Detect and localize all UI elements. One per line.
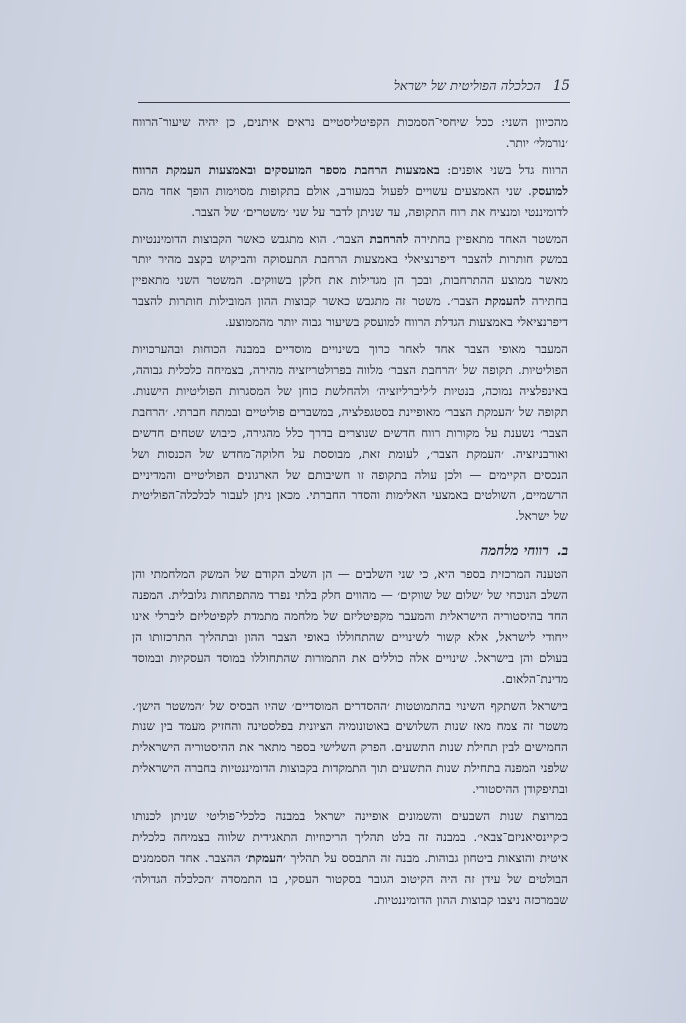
paragraph	[132, 696, 568, 801]
paragraph	[132, 564, 568, 689]
paragraph-text: מהכיוון השני: ככל שיחסי־הסמכות הקפיטליסטיים נראים איתנים, כן יהיה שיעור־הרווח ׳נורמלי׳ יותר.	[132, 115, 568, 150]
body-text	[132, 112, 568, 917]
paragraph	[132, 806, 568, 911]
section-heading	[132, 541, 568, 562]
paragraph-text: ההצבר. אחד הסממנים הבולטים של עידן זה היה הקיטוב הגובר בסקטור העסקי, בו התמסדה ׳הכלכלה הגדולה׳ שבמרכזה ניצבו קבוצות ההון הדומיננטיות.	[132, 850, 568, 907]
running-title: הכלכלה הפוליטית של ישראל	[393, 79, 541, 94]
paragraph	[132, 229, 568, 334]
paragraph-text: המעבר מאופי הצבר אחד לאחר כרוך בשינויים מוסדיים במבנה הכוחות ובהערכויות הפוליטיות. תקופה של ׳הרחבת הצבר׳ מלווה בפרולטריזציה מהירה, בצמיחה כלכלית גבוהה, באינפלציה נמוכה, בנטיות ל׳ליברליזציה׳ ולהחלשת כוחן של המסגרות הפוליטיות הישנות. תקופה של ׳העמקת הצבר׳ מאופיינת בסטגפלציה, במשברים פוליטיים ובמתח חברתי. ׳הרחבת הצבר׳ נשענת על מקורות רווח חדשים שנוצרים בדרך כלל מהגירה, כיבוש שטחים חדשים ואורבניזציה. ׳העמקת הצבר׳, לעומת זאת, מבוססת על חלוקה־מחדש של הכנסות ושל הנכסים הקיימים — ולכן עולה בתקופה זו חשיבותם של הארגונים הפוליטיים והמדיניים הרשמיים, השולטים באמצעי האלימות והסדר החברתי. מכאן ניתן לעבור לכלכלה־הפוליטית של ישראל.	[132, 342, 568, 524]
header-rule	[138, 102, 570, 103]
paragraph-text: . שני האמצעים עשויים לפעול במעורב, אולם בתקופות מסוימות הופך אחד מהם לדומיננטי ומנציח את רוח התקופה, עד שניתן לדבר על שני ׳משטרים׳ של הצבר.	[132, 183, 568, 219]
paragraph-text: הרווח גדל בשני אופנים:	[439, 162, 568, 177]
paragraph	[132, 160, 568, 223]
bold-phrase: להרחבת	[369, 231, 409, 246]
paragraph-text: המשטר האחד מתאפיין בחתירה	[408, 231, 568, 246]
paragraph-text: במרוצת שנות השבעים והשמונים אופיינה ישראל במבנה כלכלי־פוליטי שניתן לכנותו כ׳קיינסיאניזם־צבאי׳. במבנה זה בלט תהליך הריכוזיות התאגידית שלווה בצמיחה כלכלית איטית והוצאות ביטחון גבוהות. מבנה זה התבסס על תהליך	[132, 809, 568, 865]
bold-phrase: באמצעות הרחבת מספר המועסקים ובאמצעות העמקת הרווח למועסק	[132, 162, 568, 198]
paragraph-text: בישראל השתקף השינוי בהתמוטטות ׳ההסדרים המוסדיים׳ שהיו הבסיס של ׳המשטר הישן׳. משטר זה צמח מאז שנות השלושים באוטונומיה הציונית בפלסטינה והחזיק מעמד בין שנות החמישים לבין תחילת שנות התשעים. הפרק השלישי בספר מתאר את ההיסטוריה הישראלית שלפני המפנה בתחילת שנות התשעים תוך התמקדות בקבוצות הדומיננטיות בחברה הישראלית ובתיפקודן ההיסטורי.	[132, 698, 568, 797]
paragraph	[132, 339, 568, 527]
paragraph-text: הצבר׳. משטר זה מתגבש כאשר קבוצות ההון המובילות חותרות להצבר דיפרנציאלי באמצעות הגדלת הרווח למועסק בשיעור גבוה יותר מהממוצע.	[132, 294, 568, 330]
paragraph-text: הצבר׳. הוא מתגבש כאשר הקבוצות הדומיננטיות במשק חותרות להצבר דיפרנציאלי באמצעות הרחבת התעסוקה והביקוש בקצב מהיר יותר מאשר ממוצע ההתרחבות, ובכך הן מגדילות את חלקן בשווקים. המשטר השני מתאפיין בחתירה	[132, 231, 568, 309]
page-number: 15	[552, 78, 570, 94]
running-header	[138, 78, 570, 94]
paragraph-text: הטענה המרכזית בספר היא, כי שני השלבים — הן השלב הקודם של המשק המלחמתי והן השלב הנוכחי של ׳שלום של שווקים׳ — מהווים חלק בלתי נפרד מהתפתחות גלובלית. המפנה החד בהיסטוריה הישראלית והמעבר מקפיטליזם של מלחמה מתמדת לקפיטליזם ליברלי אינו ייחודי לישראל, אלא קשור לשינויים שהתחוללו באופי הצבר ההון ובתהליך התרכזותו הן בעולם והן בישראל. שינויים אלה כוללים את התמורות שהתחוללו במוסד העסקיות ובמוסד מדינת־הלאום.	[132, 567, 568, 686]
section-letter: ב.	[556, 543, 568, 560]
section-title: רווחי מלחמה	[480, 543, 549, 560]
bold-phrase: להעמקת	[484, 294, 526, 309]
paragraph	[132, 112, 568, 154]
bold-phrase: ׳העמקת׳	[245, 850, 286, 865]
